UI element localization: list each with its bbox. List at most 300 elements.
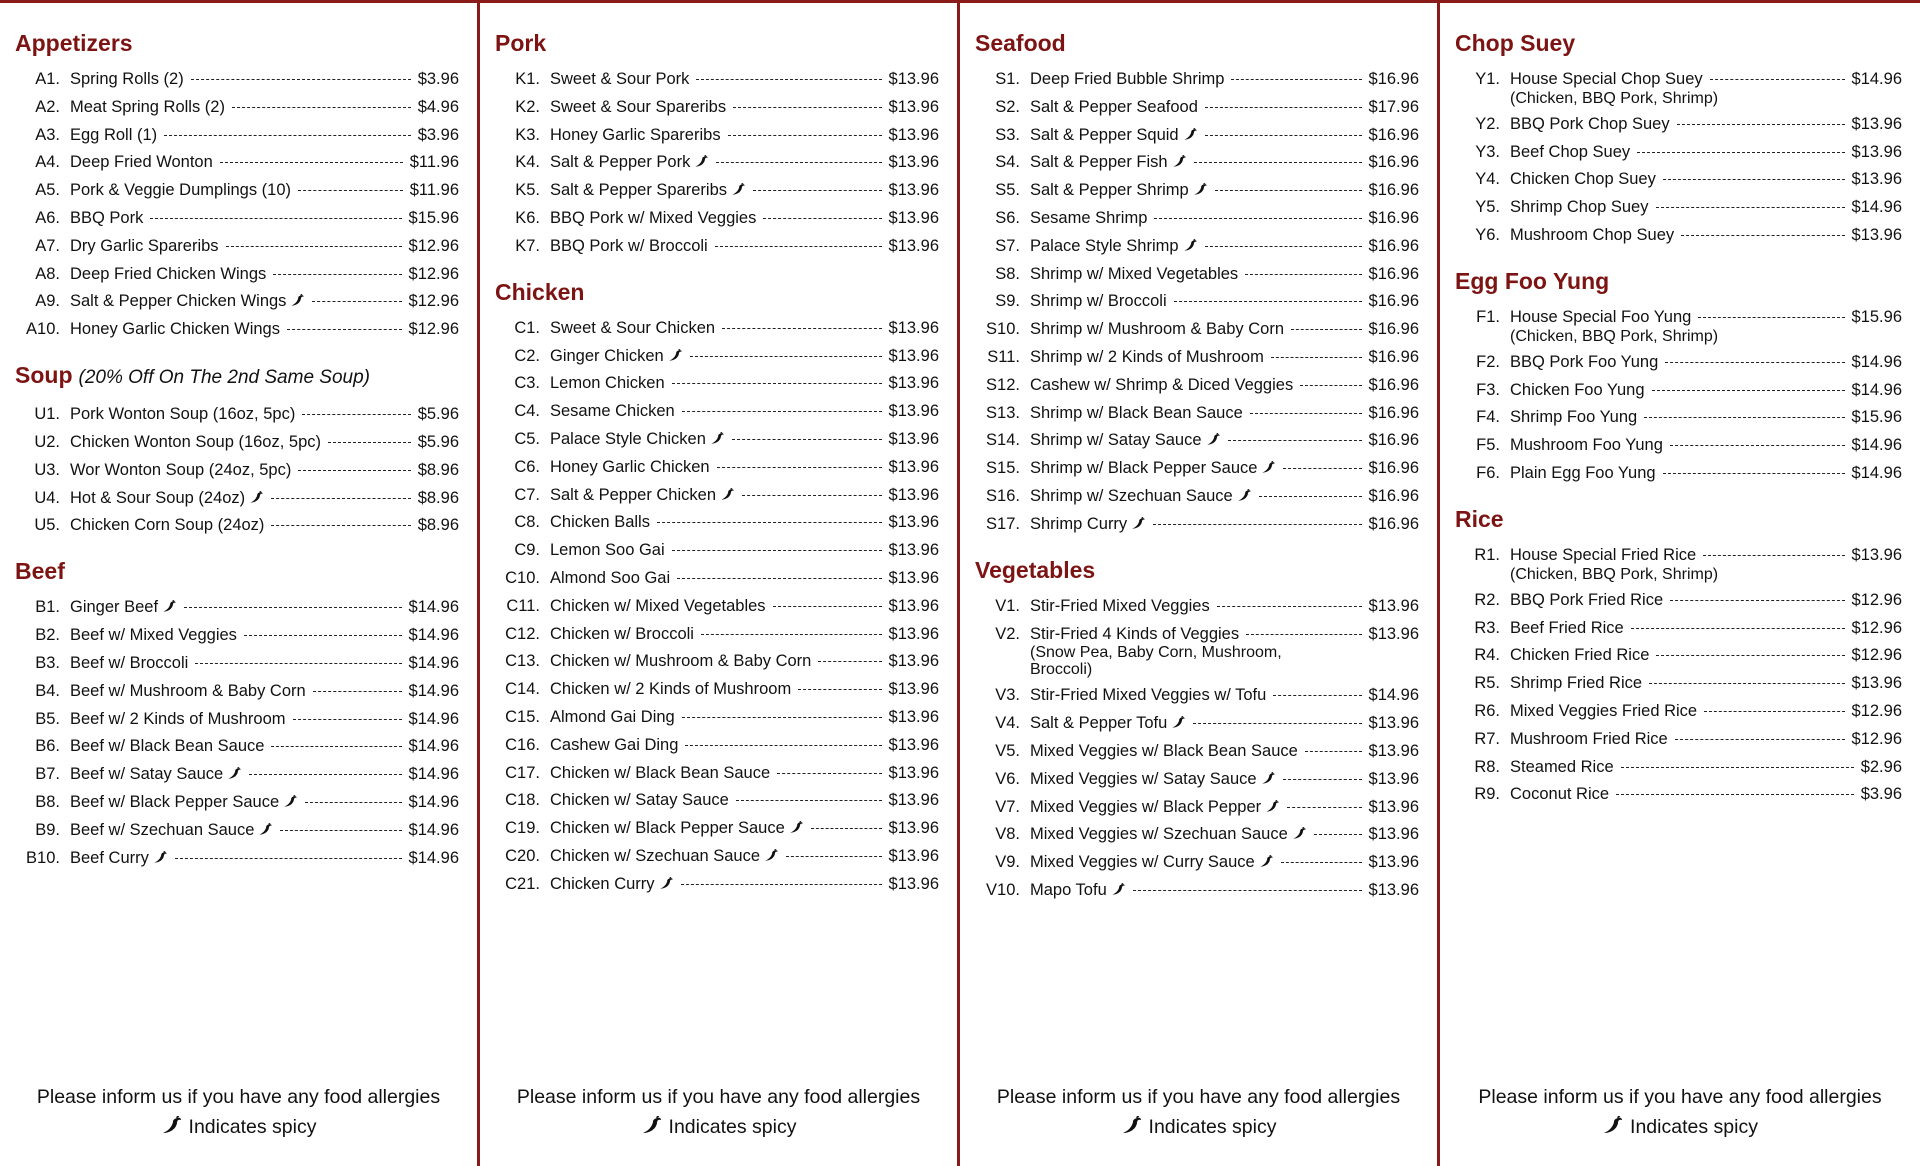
item-name	[1510, 197, 1649, 217]
item-name-text: Wor Wonton Soup (24oz, 5pc)	[70, 460, 292, 479]
item-code: S9.	[995, 292, 1020, 311]
menu-section	[495, 29, 939, 256]
dotted-leader	[298, 190, 403, 191]
menu-item	[495, 429, 939, 449]
menu-section	[15, 557, 459, 867]
dotted-leader	[1663, 473, 1845, 474]
menu-item	[1455, 701, 1902, 721]
item-name-text: Shrimp w/ Mushroom & Baby Corn	[1030, 320, 1285, 339]
item-code: Y5.	[1475, 198, 1500, 217]
chili-pepper-icon	[1172, 155, 1187, 168]
menu-column	[960, 3, 1440, 1166]
item-code: C15.	[505, 707, 540, 726]
item-name	[1030, 797, 1280, 817]
item-name	[1030, 430, 1221, 450]
dotted-leader	[1656, 207, 1845, 208]
column-footer	[480, 1082, 957, 1142]
item-price: $13.96	[888, 208, 939, 227]
item-name-text: Mixed Veggies w/ Curry Sauce	[1030, 853, 1255, 872]
column-footer	[1440, 1082, 1920, 1142]
item-name	[1030, 97, 1198, 117]
dotted-leader	[753, 190, 882, 191]
dotted-leader	[195, 663, 401, 664]
item-code: V10.	[986, 880, 1020, 899]
item-name-text: Beef w/ Black Bean Sauce	[70, 737, 265, 756]
item-name	[550, 485, 735, 505]
item-code: K1.	[515, 70, 540, 88]
item-name	[70, 180, 291, 200]
item-code: Y2.	[1475, 114, 1500, 133]
dotted-leader	[226, 246, 402, 247]
item-price: $14.96	[1851, 352, 1902, 371]
item-price: $15.96	[1851, 307, 1902, 326]
chili-pepper-icon	[764, 849, 779, 862]
item-name	[1030, 152, 1187, 172]
dotted-leader	[184, 607, 401, 608]
item-price: $16.96	[1368, 514, 1419, 533]
item-code: C16.	[505, 735, 540, 754]
item-name-text: Shrimp w/ Black Pepper Sauce	[1030, 459, 1258, 478]
item-code: S12.	[986, 375, 1020, 394]
item-description: (Chicken, BBQ Pork, Shrimp)	[1510, 89, 1719, 107]
dotted-leader	[1681, 235, 1844, 236]
item-code: V5.	[995, 741, 1020, 760]
item-name-text: Shrimp Curry	[1030, 514, 1128, 533]
chili-pepper-icon	[1261, 772, 1276, 785]
menu-item	[15, 597, 459, 617]
item-name-text: Beef w/ Broccoli	[70, 653, 189, 672]
dotted-leader	[786, 856, 881, 857]
menu-item	[975, 880, 1419, 900]
item-name-text: Chicken Foo Yung	[1510, 380, 1645, 399]
item-price: $13.96	[888, 374, 939, 393]
item-code: K3.	[515, 125, 540, 144]
menu-item	[1455, 673, 1902, 693]
item-name	[70, 625, 237, 645]
menu-item	[1455, 545, 1902, 565]
item-name	[1030, 514, 1146, 534]
column-sections	[495, 29, 939, 894]
item-name-text: Stir-Fried Mixed Veggies w/ Tofu	[1030, 686, 1267, 705]
chili-pepper-icon	[1193, 183, 1208, 196]
item-name-text: Dry Garlic Spareribs	[70, 236, 219, 255]
item-name	[1030, 236, 1198, 256]
item-name-text: Salt & Pepper Chicken	[550, 485, 717, 504]
dotted-leader	[811, 828, 882, 829]
dotted-leader	[1616, 794, 1854, 795]
item-code: S8.	[995, 264, 1020, 283]
item-code: F5.	[1476, 436, 1500, 455]
item-name-text: Shrimp w/ Satay Sauce	[1030, 431, 1202, 450]
item-code: C12.	[505, 624, 540, 643]
menu-item	[15, 460, 459, 480]
item-name	[70, 152, 213, 172]
item-price: $14.96	[408, 820, 459, 839]
item-name	[70, 97, 225, 117]
item-code: V3.	[995, 686, 1020, 705]
menu-item	[15, 709, 459, 729]
item-name-text: Steamed Rice	[1510, 757, 1614, 776]
dotted-leader	[150, 218, 401, 219]
item-name-text: Palace Style Chicken	[550, 429, 706, 448]
item-price: $16.96	[1368, 153, 1419, 172]
dotted-leader	[1704, 711, 1844, 712]
item-name-text: BBQ Pork	[70, 208, 144, 227]
item-code: C19.	[505, 819, 540, 838]
item-name-text: Plain Egg Foo Yung	[1510, 463, 1656, 482]
item-price: $13.96	[888, 97, 939, 116]
item-name	[70, 848, 168, 868]
dotted-leader	[672, 383, 882, 384]
item-name	[550, 735, 678, 755]
dotted-leader	[736, 800, 882, 801]
item-name	[550, 568, 670, 588]
menu-item	[495, 180, 939, 200]
spicy-legend-label: Indicates spicy	[188, 1116, 317, 1138]
item-price: $13.96	[888, 874, 939, 893]
item-price: $13.96	[888, 596, 939, 615]
menu-item	[15, 488, 459, 508]
item-price: $14.96	[408, 653, 459, 672]
chili-pepper-icon	[1121, 1114, 1143, 1133]
dotted-leader	[1133, 890, 1362, 891]
dotted-leader	[244, 635, 402, 636]
item-name-text: Beef Curry	[70, 848, 149, 867]
dotted-leader	[175, 858, 402, 859]
item-code: U1.	[34, 405, 60, 424]
chili-pepper-icon	[731, 183, 746, 196]
item-price: $3.96	[1860, 785, 1902, 804]
item-name-text: House Special Fried Rice	[1510, 545, 1697, 564]
item-code: S13.	[986, 403, 1020, 422]
item-name	[1510, 352, 1658, 372]
item-price: $16.96	[1368, 70, 1419, 88]
item-name-text: Mushroom Fried Rice	[1510, 729, 1668, 748]
menu-item	[495, 401, 939, 421]
column-sections	[15, 29, 459, 868]
column-footer	[960, 1082, 1437, 1142]
menu-item	[975, 291, 1419, 311]
menu-item	[495, 763, 939, 783]
item-price: $12.96	[408, 320, 459, 339]
section-title-text: Soup	[15, 362, 73, 389]
menu-item	[975, 403, 1419, 423]
dotted-leader	[249, 774, 401, 775]
item-code: A7.	[35, 236, 60, 255]
item-name-text: Lemon Chicken	[550, 374, 665, 393]
chili-pepper-icon	[249, 491, 264, 504]
item-code: C13.	[505, 652, 540, 671]
item-code: S11.	[987, 347, 1020, 366]
menu-item	[15, 792, 459, 812]
item-code: C8.	[514, 513, 540, 532]
menu-item	[975, 769, 1419, 789]
chili-pepper-icon	[162, 600, 177, 613]
menu-item	[15, 125, 459, 145]
item-name-text: Sweet & Sour Pork	[550, 70, 690, 88]
item-price: $14.96	[408, 598, 459, 617]
dotted-leader	[1153, 524, 1361, 525]
item-price: $13.96	[1368, 880, 1419, 899]
item-code: V1.	[995, 596, 1020, 615]
item-name	[550, 818, 804, 838]
menu-item	[495, 846, 939, 866]
section-items	[1455, 307, 1902, 483]
menu-item	[15, 653, 459, 673]
menu-item	[975, 125, 1419, 145]
menu-item	[975, 852, 1419, 872]
item-code: Y1.	[1475, 70, 1500, 88]
spicy-legend-label: Indicates spicy	[1148, 1116, 1277, 1138]
item-name-text: Chicken Corn Soup (24oz)	[70, 516, 265, 535]
item-name	[550, 763, 770, 783]
item-name-text: BBQ Pork Fried Rice	[1510, 590, 1664, 609]
item-price: $16.96	[1368, 486, 1419, 505]
item-name	[1510, 69, 1703, 89]
item-name-text: Chicken Fried Rice	[1510, 646, 1650, 665]
item-name-text: Shrimp w/ 2 Kinds of Mushroom	[1030, 347, 1264, 366]
menu-item	[15, 736, 459, 756]
item-code: S7.	[995, 236, 1020, 255]
dotted-leader	[1205, 107, 1362, 108]
column-sections	[1455, 29, 1902, 804]
dotted-leader	[1205, 246, 1362, 247]
section-title-text: Vegetables	[975, 556, 1096, 583]
item-code: B9.	[35, 820, 60, 839]
item-name-text: Shrimp Fried Rice	[1510, 674, 1643, 693]
menu-item	[495, 735, 939, 755]
menu-item	[495, 208, 939, 228]
dotted-leader	[1652, 390, 1845, 391]
dotted-leader	[312, 301, 401, 302]
item-name	[550, 540, 665, 560]
dotted-leader	[313, 691, 402, 692]
menu-item	[975, 264, 1419, 284]
menu-item	[975, 430, 1419, 450]
dotted-leader	[1273, 695, 1361, 696]
chili-pepper-icon	[1265, 800, 1280, 813]
dotted-leader	[773, 606, 882, 607]
menu-section	[15, 29, 459, 339]
dotted-leader	[1287, 807, 1361, 808]
item-name-text: Meat Spring Rolls (2)	[70, 97, 225, 116]
dotted-leader	[191, 79, 411, 80]
menu-item	[495, 651, 939, 671]
menu-section	[15, 361, 459, 535]
item-code: B2.	[35, 626, 60, 645]
section-title-text: Rice	[1455, 505, 1504, 532]
chili-pepper-icon	[161, 1114, 183, 1133]
dotted-leader	[818, 661, 881, 662]
item-name	[1510, 169, 1656, 189]
item-description: (Chicken, BBQ Pork, Shrimp)	[1510, 327, 1719, 345]
item-code: C6.	[514, 457, 540, 476]
menu-item	[1455, 784, 1902, 804]
item-name-text: Shrimp w/ Black Bean Sauce	[1030, 403, 1243, 422]
menu-item	[495, 540, 939, 560]
dotted-leader	[1245, 274, 1361, 275]
menu-item	[975, 236, 1419, 256]
menu-item	[495, 346, 939, 366]
dotted-leader	[271, 746, 401, 747]
menu-item	[15, 152, 459, 172]
item-name	[550, 874, 674, 894]
menu-column	[480, 3, 960, 1166]
item-name	[70, 820, 273, 840]
item-price: $13.96	[888, 402, 939, 421]
item-code: V7.	[995, 797, 1020, 816]
dotted-leader	[763, 218, 881, 219]
item-code: K7.	[515, 236, 540, 255]
menu-item	[1455, 169, 1902, 189]
item-price: $14.96	[408, 792, 459, 811]
item-description: (Chicken, BBQ Pork, Shrimp)	[1510, 565, 1719, 583]
menu-section	[1455, 505, 1902, 804]
dotted-leader	[1677, 124, 1845, 125]
menu-item	[495, 69, 939, 89]
item-price: $13.96	[1851, 225, 1902, 244]
item-name-text: Mapo Tofu	[1030, 880, 1107, 899]
item-code: V9.	[995, 853, 1020, 872]
item-price: $16.96	[1368, 320, 1419, 339]
section-items	[15, 404, 459, 535]
item-name-text: Chicken Balls	[550, 513, 650, 532]
item-name-text: Beef w/ Satay Sauce	[70, 765, 224, 784]
item-code: S16.	[986, 486, 1020, 505]
menu-item	[975, 347, 1419, 367]
menu-item	[1455, 114, 1902, 134]
item-name	[1030, 125, 1198, 145]
menu-section	[495, 278, 939, 894]
item-price: $13.96	[1368, 797, 1419, 816]
item-name-text: Chicken w/ 2 Kinds of Mushroom	[550, 680, 792, 699]
spicy-legend-label: Indicates spicy	[668, 1116, 797, 1138]
item-price: $13.96	[888, 652, 939, 671]
item-code: F6.	[1476, 463, 1500, 482]
dotted-leader	[672, 550, 882, 551]
item-price: $13.96	[1851, 170, 1902, 189]
dotted-leader	[271, 525, 410, 526]
chili-pepper-icon	[1183, 239, 1198, 252]
item-name-text: Beef w/ Szechuan Sauce	[70, 820, 255, 839]
item-price: $13.96	[888, 624, 939, 643]
item-name	[550, 318, 715, 338]
dotted-leader	[1644, 417, 1844, 418]
item-name-text: Shrimp Foo Yung	[1510, 408, 1638, 427]
item-price: $14.96	[1851, 198, 1902, 217]
item-name	[1510, 618, 1624, 638]
item-price: $16.96	[1368, 375, 1419, 394]
item-name-text: Mushroom Chop Suey	[1510, 225, 1675, 244]
dotted-leader	[280, 830, 401, 831]
item-name-text: Mixed Veggies w/ Satay Sauce	[1030, 769, 1257, 788]
menu-section	[1455, 29, 1902, 245]
menu-item	[975, 797, 1419, 817]
menu-item	[1455, 197, 1902, 217]
menu-item	[975, 375, 1419, 395]
item-name-text: Mushroom Foo Yung	[1510, 436, 1663, 455]
item-code: F1.	[1476, 307, 1500, 326]
section-title-text: Pork	[495, 30, 547, 56]
item-name	[70, 653, 188, 673]
chili-pepper-icon	[1259, 855, 1274, 868]
item-code: B7.	[35, 765, 60, 784]
allergy-note: Please inform us if you have any food allergies	[1478, 1086, 1882, 1108]
item-name	[550, 846, 779, 866]
item-name	[1510, 307, 1691, 327]
item-code: S4.	[995, 153, 1020, 172]
item-name-text: Sweet & Sour Chicken	[550, 318, 716, 337]
item-name	[550, 790, 729, 810]
menu-item	[975, 180, 1419, 200]
item-name	[1510, 729, 1668, 749]
item-name-text: Salt & Pepper Tofu	[1030, 714, 1168, 733]
chili-pepper-icon	[258, 823, 273, 836]
item-code: V4.	[995, 714, 1020, 733]
dotted-leader	[1217, 606, 1362, 607]
item-code: R3.	[1474, 618, 1500, 637]
dotted-leader	[1649, 683, 1844, 684]
item-name	[1030, 713, 1186, 733]
item-code: A8.	[35, 264, 60, 283]
dotted-leader	[1670, 600, 1844, 601]
item-name	[1510, 435, 1663, 455]
menu-item	[1455, 590, 1902, 610]
item-name	[1030, 403, 1243, 423]
menu-item	[15, 319, 459, 339]
item-code: A5.	[35, 181, 60, 200]
dotted-leader	[690, 356, 882, 357]
item-price: $13.96	[888, 236, 939, 255]
item-name	[1030, 486, 1252, 506]
item-name	[1510, 590, 1663, 610]
item-name-text: Palace Style Shrimp	[1030, 236, 1179, 255]
item-name	[1030, 291, 1167, 311]
item-name-text: Beef w/ Black Pepper Sauce	[70, 792, 280, 811]
dotted-leader	[1710, 79, 1845, 80]
dotted-leader	[220, 162, 403, 163]
item-code: F2.	[1476, 352, 1500, 371]
item-name	[550, 401, 675, 421]
chili-pepper-icon	[290, 294, 305, 307]
dotted-leader	[232, 107, 411, 108]
dotted-leader	[722, 328, 881, 329]
dotted-leader	[1259, 496, 1362, 497]
item-price: $11.96	[409, 181, 459, 200]
item-name-text: Salt & Pepper Pork	[550, 153, 691, 172]
item-name-text: Salt & Pepper Squid	[1030, 125, 1179, 144]
dotted-leader	[1231, 79, 1361, 80]
menu-item	[495, 596, 939, 616]
dotted-leader	[1314, 834, 1362, 835]
item-code: C11.	[506, 596, 540, 615]
section-items	[495, 69, 939, 256]
item-price: $4.96	[417, 97, 459, 116]
menu-item	[1455, 407, 1902, 427]
item-name	[70, 291, 305, 311]
item-price: $5.96	[417, 432, 459, 451]
item-price: $12.96	[408, 264, 459, 283]
item-name-text: Chicken w/ Black Pepper Sauce	[550, 819, 785, 838]
chili-pepper-icon	[710, 432, 725, 445]
dotted-leader	[777, 773, 881, 774]
item-price: $2.96	[1860, 757, 1902, 776]
item-name	[1030, 264, 1238, 284]
item-name-text: Honey Garlic Chicken Wings	[70, 320, 280, 339]
item-name-text: Shrimp Chop Suey	[1510, 198, 1649, 217]
item-price: $14.96	[408, 765, 459, 784]
item-name	[1030, 347, 1264, 367]
